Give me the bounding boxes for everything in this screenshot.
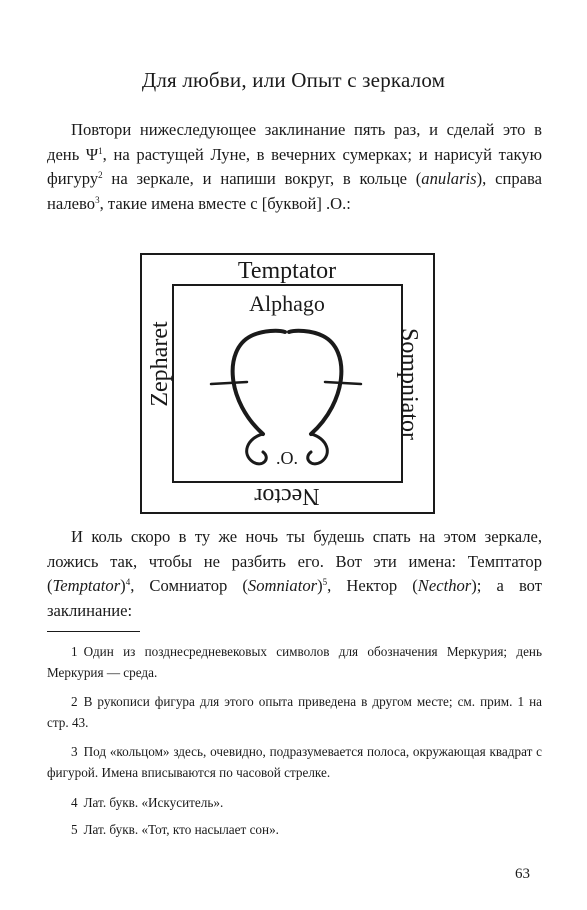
footnote-number: 3 — [71, 744, 78, 759]
text-segment: ) — [120, 576, 126, 596]
footnote-text: Под «кольцом» здесь, очевидно, подразумевается полоса, окружающая квадрат с фигурой. Имена вписываются по часовой стрелке. — [47, 744, 542, 780]
footnote-divider — [47, 631, 140, 632]
footnote-5 — [47, 819, 542, 840]
text-segment: , такие имена вместе с [буквой] .O.: — [99, 193, 351, 213]
footnote-4 — [47, 792, 542, 813]
footnote-number: 5 — [71, 822, 78, 837]
text-segment: ); а вот заклинание: — [47, 576, 543, 620]
footnote-ref-1: 1 — [98, 145, 103, 156]
footnote-1 — [47, 641, 542, 683]
text-segment: , Сомниатор ( — [130, 576, 248, 596]
mercury-sigil — [211, 331, 361, 464]
latin-name-temptator: Temptator — [52, 576, 121, 596]
name-right: Sompniator — [396, 328, 422, 440]
name-inner-top: Alphago — [249, 291, 325, 316]
footnote-3 — [47, 741, 542, 783]
footnote-text: Лат. букв. «Искуситель». — [83, 795, 224, 810]
latin-term-anularis: anularis — [421, 169, 477, 189]
footnote-ref-5: 5 — [322, 577, 328, 588]
text-segment: , Нектор ( — [327, 576, 418, 596]
center-letter: .O. — [276, 448, 298, 468]
name-top: Temptator — [237, 258, 337, 284]
latin-name-necthor: Necthor — [417, 576, 472, 596]
paragraph-instructions — [47, 118, 542, 216]
text-segment: ) — [317, 576, 323, 596]
latin-name-somniator: Somniator — [247, 576, 318, 596]
text-segment: на зеркале, и напиши вокруг, в кольце ( — [102, 169, 422, 189]
name-bottom: Nector — [254, 483, 320, 509]
footnote-ref-2: 2 — [98, 170, 103, 181]
mercury-symbol: Ψ — [85, 144, 99, 164]
footnote-number: 4 — [71, 795, 78, 810]
footnote-ref-4: 4 — [125, 577, 131, 588]
mirror-figure — [139, 252, 436, 515]
footnote-number: 1 — [71, 644, 78, 659]
footnote-ref-3: 3 — [95, 194, 100, 205]
footnote-text: Один из позднесредневековых символов для обозначения Меркурия; день Меркурия — среда. — [47, 644, 542, 680]
chapter-title: Для любви, или Опыт с зеркалом — [141, 68, 446, 92]
name-left: Zepharet — [147, 321, 173, 407]
text-segment: , на растущей Луне, в вечерних сумерках; и нарисуй такую фигуру — [47, 144, 542, 189]
footnote-text: В рукописи фигура для этого опыта приведена в другом месте; см. прим. 1 на стр. 43. — [47, 694, 542, 730]
paragraph-names — [47, 525, 542, 623]
footnote-number: 2 — [71, 694, 78, 709]
text-segment: ), справа налево — [47, 169, 542, 213]
text-segment: Повтори нижеследующее заклинание пять раз, и сделай это в день — [47, 120, 542, 164]
page-number: 63 — [515, 866, 530, 882]
text-segment: И коль скоро в ту же ночь ты будешь спать на этом зеркале, ложись так, чтобы не разбить его. Вот эти имена: Темптатор ( — [47, 527, 542, 596]
footnote-text: Лат. букв. «Тот, кто насылает сон». — [83, 822, 279, 837]
footnote-2 — [47, 691, 542, 733]
